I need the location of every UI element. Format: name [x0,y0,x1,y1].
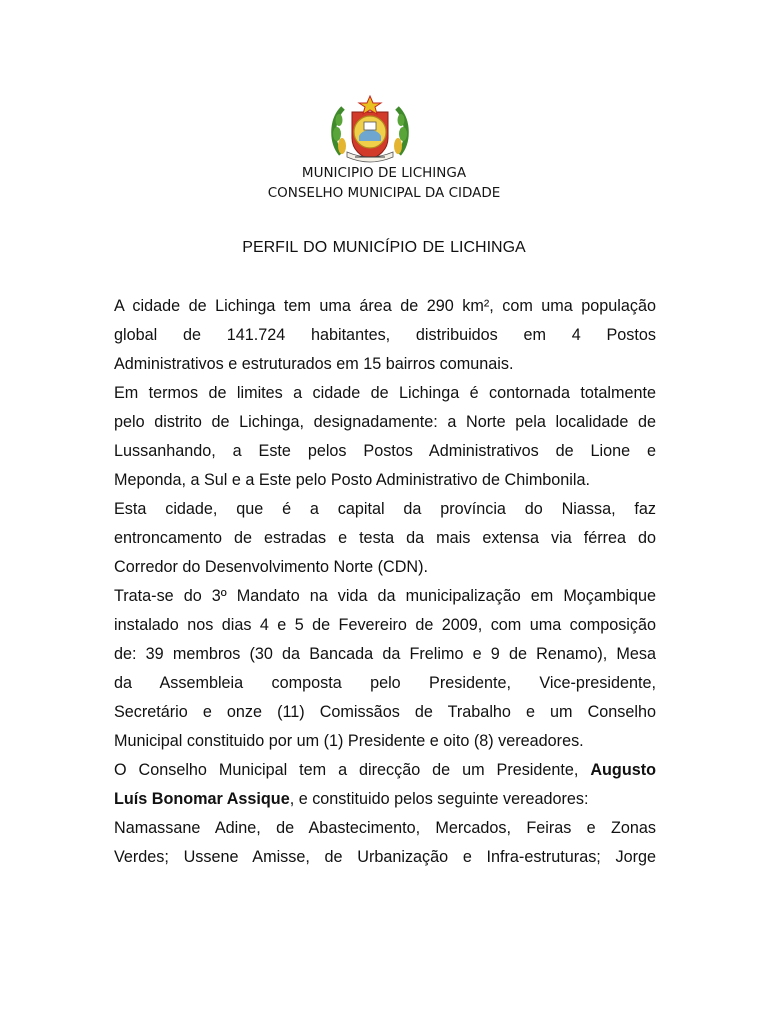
municipal-emblem-icon [327,94,413,166]
president-line-2 [114,785,656,814]
body-line: Lussanhando, a Este pelos Postos Administrativos de Lione e [114,442,656,460]
body-line: Namassane Adine, de Abastecimento, Mercados, Feiras e Zonas [114,819,656,837]
body-line: Verdes; Ussene Amisse, de Urbanização e Infra-estruturas; Jorge [114,848,656,866]
council-name: CONSELHO MUNICIPAL DA CIDADE [267,185,501,201]
president-name-rest: Luís Bonomar Assique [114,790,290,808]
body-line: Trata-se do 3º Mandato na vida da municipalização em Moçambique [114,587,656,605]
document-body [114,292,656,872]
president-intro: O Conselho Municipal tem a direcção de um Presidente, [114,761,579,779]
body-line: Municipal constituido por um (1) Presidente e oito (8) vereadores. [114,732,584,750]
municipality-name: MUNICIPIO DE LICHINGA [301,165,467,181]
president-name-first: Augusto [590,761,656,779]
body-line: Esta cidade, que é a capital da província do Niassa, faz [114,500,656,518]
body-line: Corredor do Desenvolvimento Norte (CDN). [114,558,428,576]
body-line: pelo distrito de Lichinga, designadamente: a Norte pela localidade de [114,413,656,431]
body-line: Administrativos e estruturados em 15 bairros comunais. [114,355,514,373]
body-line: Em termos de limites a cidade de Lichinga é contornada totalmente [114,384,656,402]
body-line: instalado nos dias 4 e 5 de Fevereiro de 2009, com uma composição [114,616,656,634]
body-line: Meponda, a Sul e a Este pelo Posto Administrativo de Chimbonila. [114,471,591,489]
body-line: global de 141.724 habitantes, distribuidos em 4 Postos [114,326,656,344]
body-line: da Assembleia composta pelo Presidente, Vice-presidente, [114,674,656,692]
document-title: PERFIL DO MUNICÍPIO DE LICHINGA [242,239,526,256]
body-line: de: 39 membros (30 da Bancada da Frelimo e 9 de Renamo), Mesa [114,645,656,663]
body-line: entroncamento de estradas e testa da mais extensa via férrea do [114,529,656,547]
president-after: , e constituido pelos seguinte vereadores: [289,790,589,808]
body-line: A cidade de Lichinga tem uma área de 290 km², com uma população [114,297,656,315]
body-line: Secretário e onze (11) Comissãos de Trabalho e um Conselho [114,703,656,721]
president-line [114,756,656,785]
